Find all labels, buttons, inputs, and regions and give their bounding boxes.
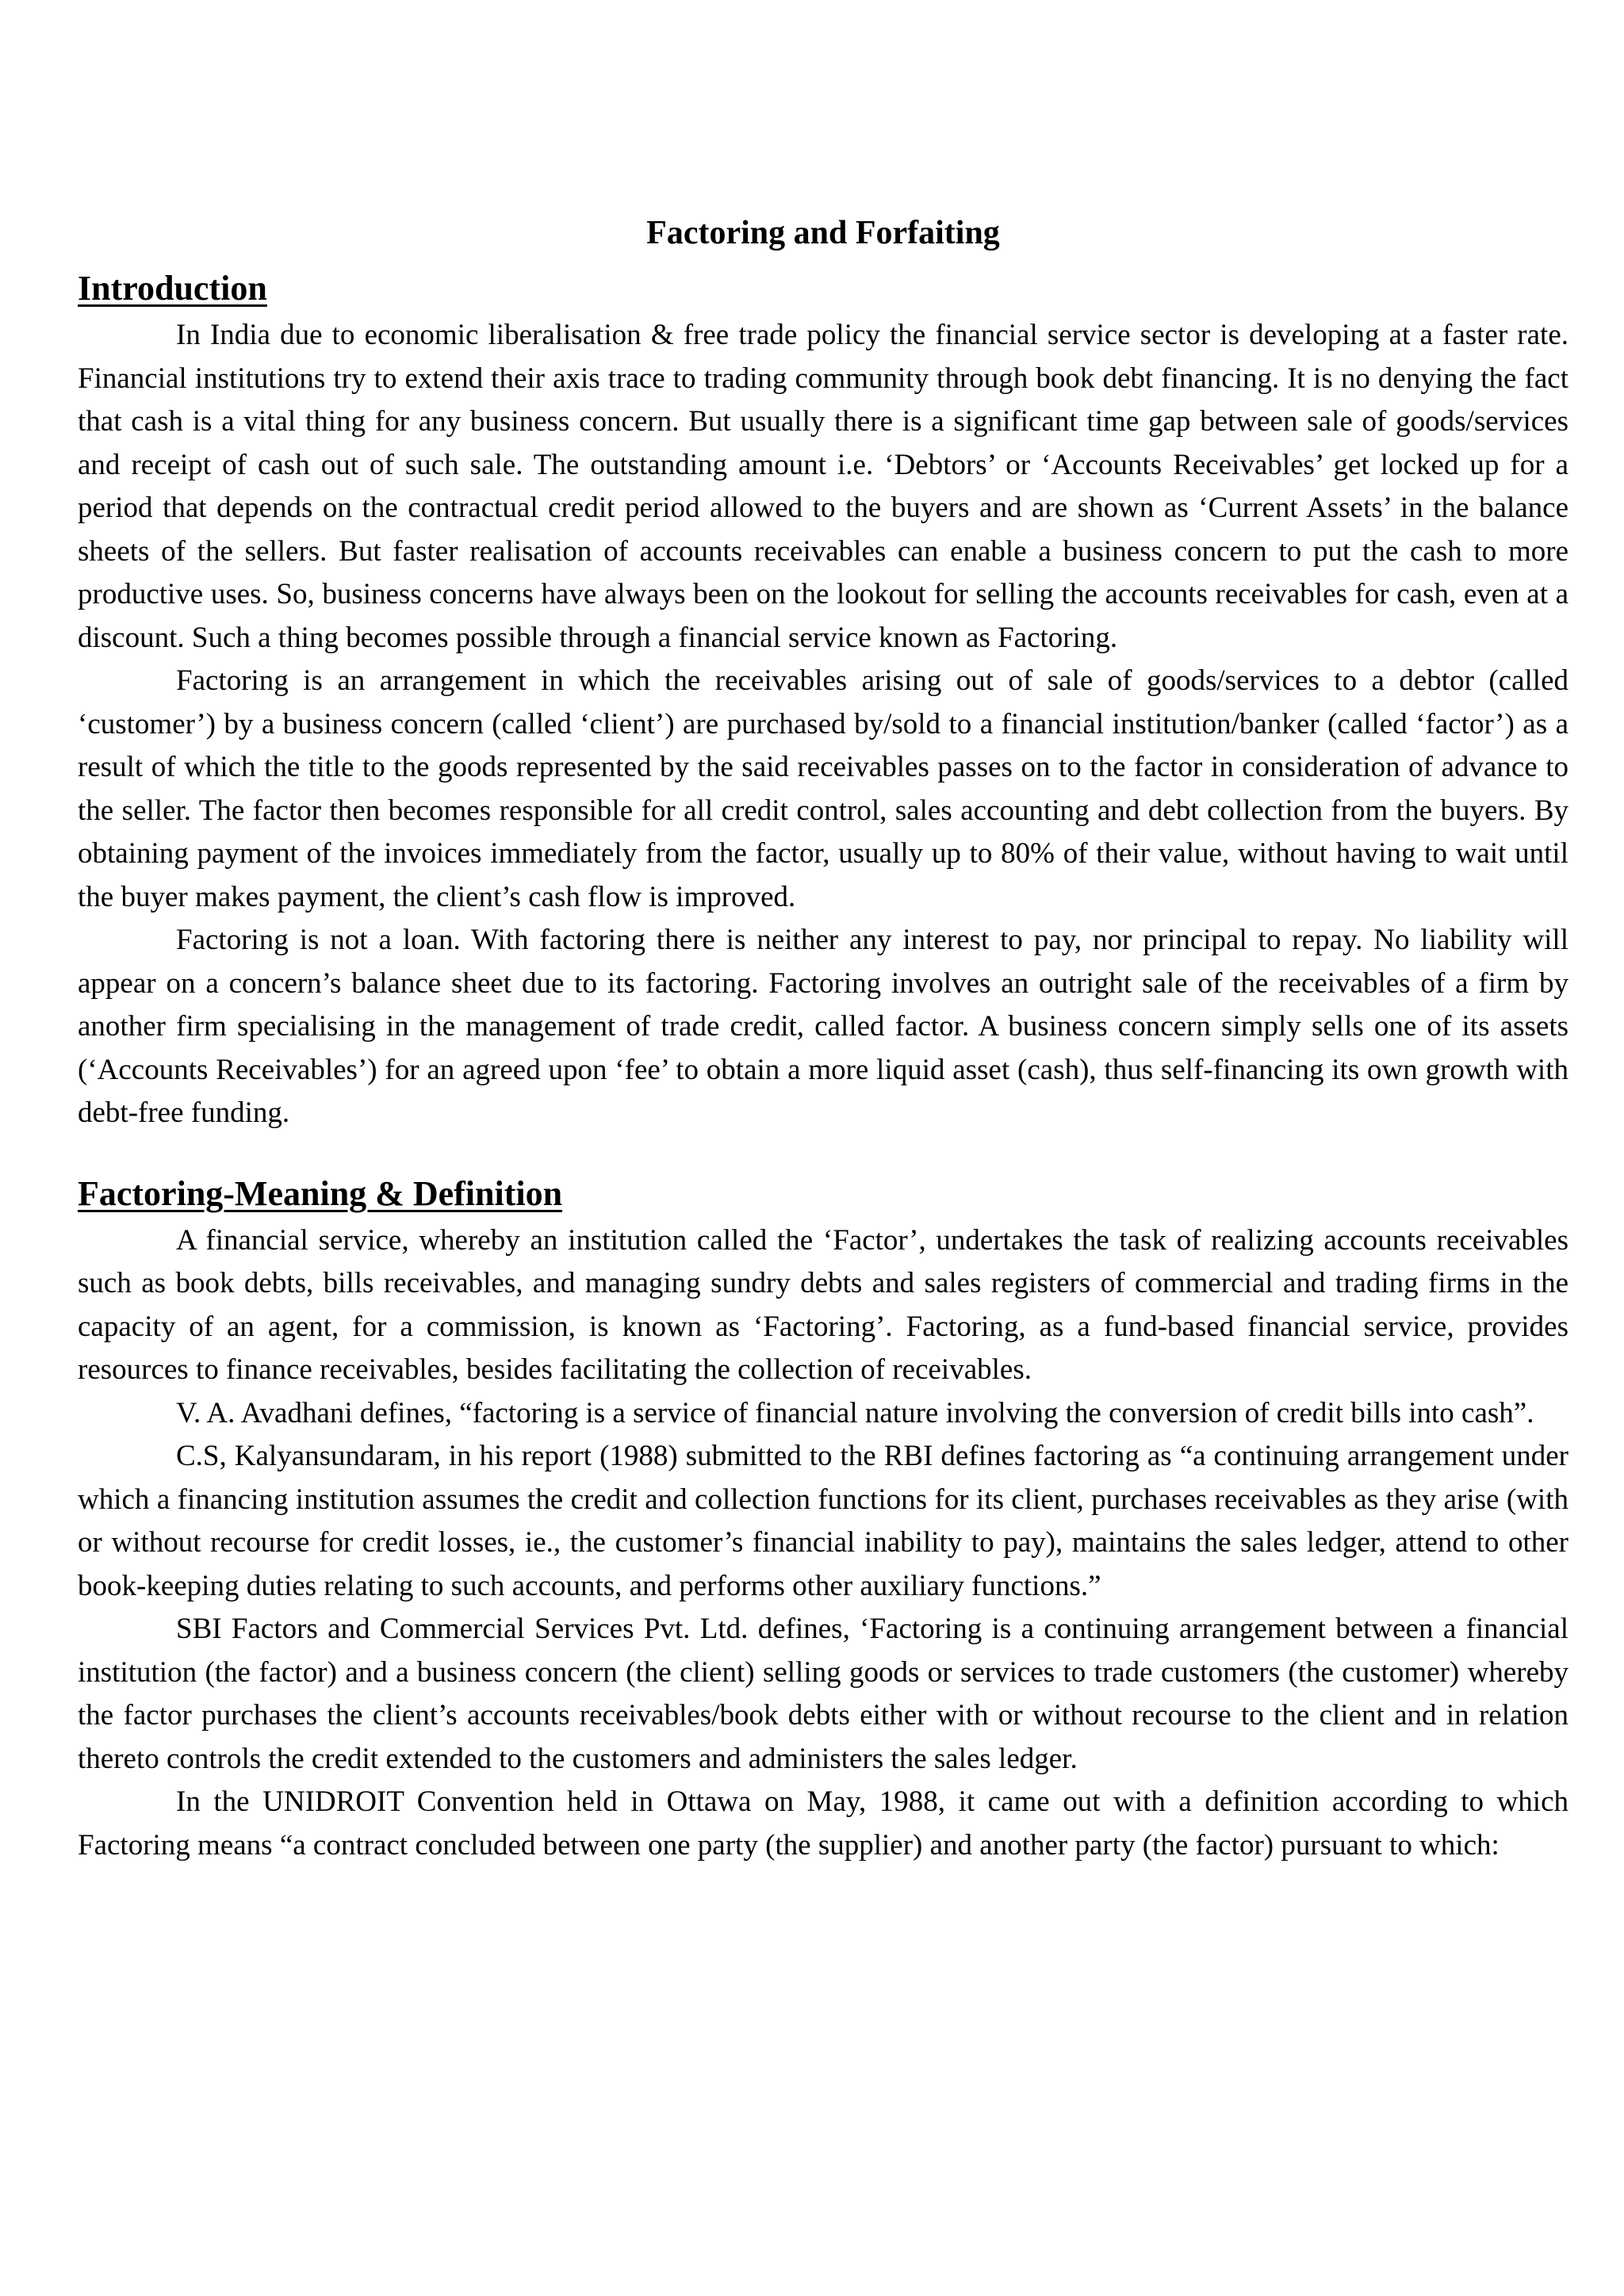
document-title: Factoring and Forfaiting: [646, 215, 1000, 251]
paragraph: V. A. Avadhani defines, “factoring is a service of financial nature involving the conversion of credit bills into cash”.: [176, 1396, 1534, 1429]
section-meaning-definition: [78, 1169, 1568, 1868]
section-heading-meaning-definition: Factoring-Meaning & Definition: [78, 1173, 563, 1213]
paragraph: A financial service, whereby an institution called the ‘Factor’, undertakes the task of realizing accounts receivables such as book debts, bills receivables, and managing sundry debts and sales registers of commercial and trading firms in the capacity of an agent, for a commission, is known as ‘Factoring’. Factoring, as a fund-based financial service, provides resources to finance receivables, besides facilitating the collection of receivables.: [78, 1223, 1568, 1386]
paragraph: Factoring is not a loan. With factoring there is neither any interest to pay, nor principal to repay. No liability will appear on a concern’s balance sheet due to its factoring. Factoring involves an outright sale of the receivables of a firm by another firm specialising in the management of trade credit, called factor. A business concern simply sells one of its assets (‘Accounts Receivables’) for an agreed upon ‘fee’ to obtain a more liquid asset (cash), thus self-financing its own growth with debt-free funding.: [78, 924, 1568, 1129]
paragraph: SBI Factors and Commercial Services Pvt. Ltd. defines, ‘Factoring is a continuing arrangement between a financial institution (the factor) and a business concern (the client) selling goods or services to trade customers (the customer) whereby the factor purchases the client’s accounts receivables/book debts either with or without recourse to the client and in relation thereto controls the credit extended to the customers and administers the sales ledger.: [78, 1613, 1568, 1775]
section-heading-introduction: Introduction: [78, 269, 267, 308]
section-introduction: [78, 263, 1568, 1135]
document-page: [78, 203, 1568, 1867]
paragraph: In the UNIDROIT Convention held in Ottawa on May, 1988, it came out with a definition according to which Factoring means “a contract concluded between one party (the supplier) and another party (the factor) pursuant to which:: [78, 1785, 1568, 1862]
paragraph: In India due to economic liberalisation & free trade policy the financial service sector is developing at a faster rate. Financial institutions try to extend their axis trace to trading community through book debt financing. It is no denying the fact that cash is a vital thing for any business concern. But usually there is a significant time gap between sale of goods/services and receipt of cash out of such sale. The outstanding amount i.e. ‘Debtors’ or ‘Accounts Receivables’ get locked up for a period that depends on the contractual credit period allowed to the buyers and are shown as ‘Current Assets’ in the balance sheets of the sellers. But faster realisation of accounts receivables can enable a business concern to put the cash to more productive uses. So, business concerns have always been on the lookout for selling the accounts receivables for cash, even at a discount. Such a thing becomes possible through a financial service known as Factoring.: [78, 319, 1568, 654]
paragraph: Factoring is an arrangement in which the receivables arising out of sale of goods/services to a debtor (called ‘customer’) by a business concern (called ‘client’) are purchased by/sold to a financial institution/banker (called ‘factor’) as a result of which the title to the goods represented by the said receivables passes on to the factor in consideration of advance to the seller. The factor then becomes responsible for all credit control, sales accounting and debt collection from the buyers. By obtaining payment of the invoices immediately from the factor, usually up to 80% of their value, without having to wait until the buyer makes payment, the client’s cash flow is improved.: [78, 664, 1568, 913]
paragraph: C.S, Kalyansundaram, in his report (1988) submitted to the RBI defines factoring as “a continuing arrangement under which a financing institution assumes the credit and collection functions for its client, purchases receivables as they arise (with or without recourse for credit losses, ie., the customer’s financial inability to pay), maintains the sales ledger, attend to other book-keeping duties relating to such accounts, and performs other auxiliary functions.”: [78, 1440, 1568, 1602]
